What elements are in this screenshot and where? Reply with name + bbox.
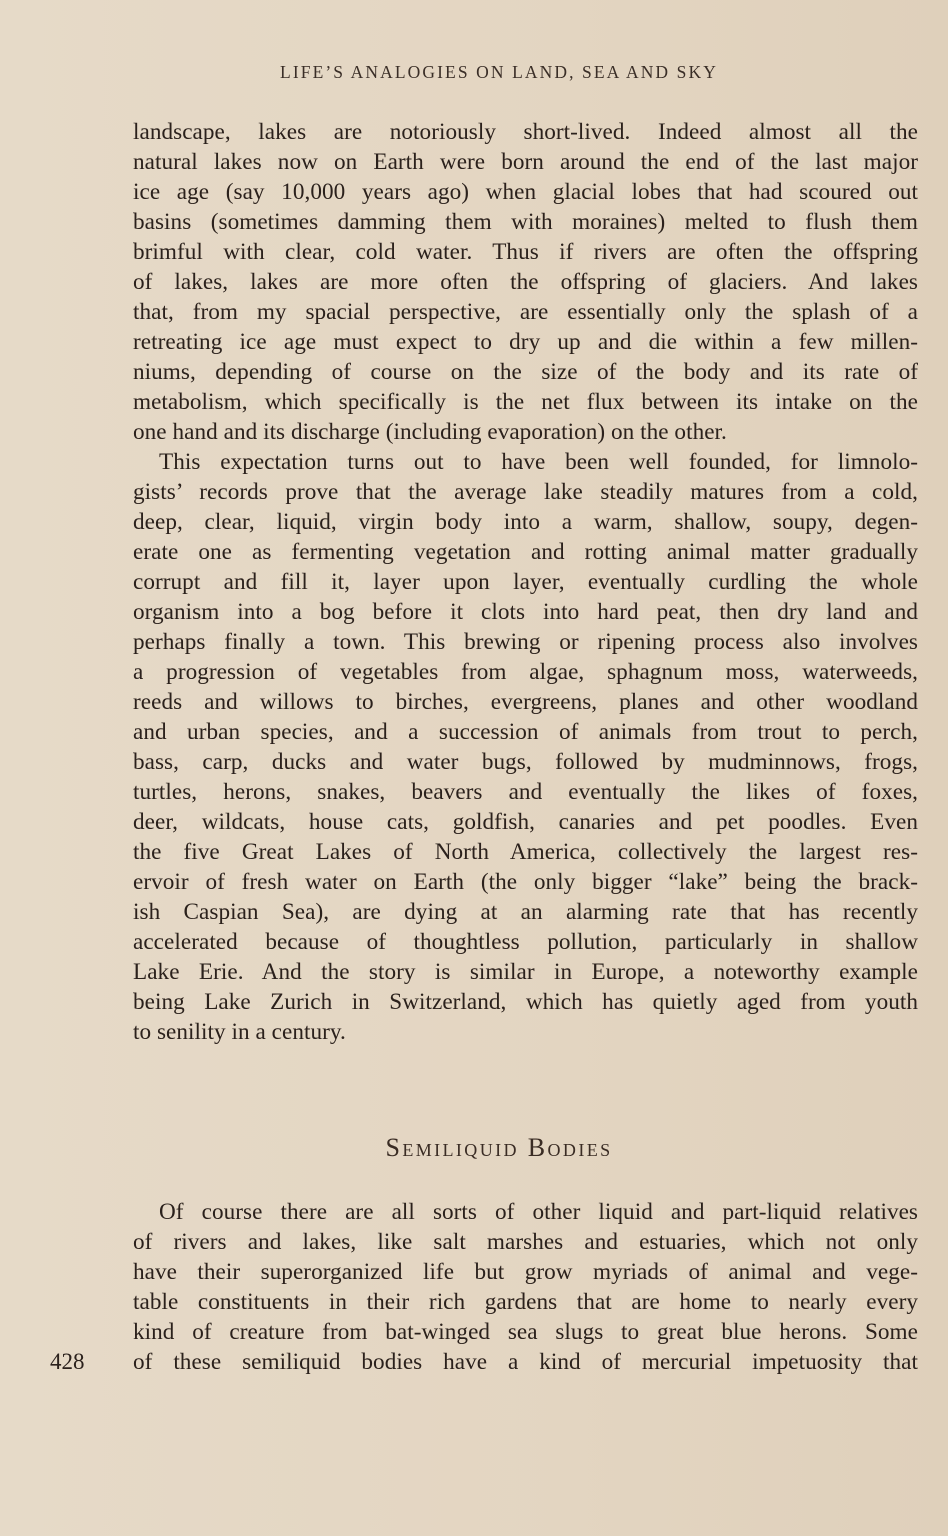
- text-line: niums, depending of course on the size of the body and its rate of: [133, 359, 918, 385]
- text-line: organism into a bog before it clots into hard peat, then dry land and: [133, 599, 918, 625]
- text-line: reeds and willows to birches, evergreens, planes and other woodland: [133, 689, 918, 715]
- text-line: table constituents in their rich gardens that are home to nearly every: [133, 1289, 918, 1315]
- paragraph-start-line: Of course there are all sorts of other liquid and part-liquid relatives: [159, 1199, 918, 1225]
- text-line: erate one as fermenting vegetation and rotting animal matter gradually: [133, 539, 918, 565]
- text-line: retreating ice age must expect to dry up and die within a few millen-: [133, 329, 918, 355]
- text-line: and urban species, and a succession of animals from trout to perch,: [133, 719, 918, 745]
- text-line: accelerated because of thoughtless pollution, particularly in shallow: [133, 929, 918, 955]
- text-line: landscape, lakes are notoriously short-lived. Indeed almost all the: [133, 119, 918, 145]
- text-line: turtles, herons, snakes, beavers and eventually the likes of foxes,: [133, 779, 918, 805]
- text-line: metabolism, which specifically is the net flux between its intake on the: [133, 389, 918, 415]
- text-line: kind of creature from bat-winged sea slugs to great blue herons. Some: [133, 1319, 918, 1345]
- page-number: 428: [50, 1349, 85, 1374]
- text-line: one hand and its discharge (including evaporation) on the other.: [133, 419, 727, 445]
- text-line: deer, wildcats, house cats, goldfish, canaries and pet poodles. Even: [133, 809, 918, 835]
- body-text-lakes: [133, 117, 918, 1047]
- text-line: ish Caspian Sea), are dying at an alarming rate that has recently: [133, 899, 918, 925]
- running-head: LIFE’S ANALOGIES ON LAND, SEA AND SKY: [280, 62, 718, 82]
- text-line: of rivers and lakes, like salt marshes and estuaries, which not only: [133, 1229, 918, 1255]
- text-line: ice age (say 10,000 years ago) when glacial lobes that had scoured out: [133, 179, 918, 205]
- text-line: a progression of vegetables from algae, sphagnum moss, waterweeds,: [133, 659, 918, 685]
- text-line: gists’ records prove that the average lake steadily matures from a cold,: [133, 479, 918, 505]
- text-line: bass, carp, ducks and water bugs, followed by mudminnows, frogs,: [133, 749, 918, 775]
- text-line: of lakes, lakes are more often the offspring of glaciers. And lakes: [133, 269, 918, 295]
- text-line: perhaps finally a town. This brewing or ripening process also involves: [133, 629, 918, 655]
- text-line: deep, clear, liquid, virgin body into a warm, shallow, soupy, degen-: [133, 509, 918, 535]
- text-line: to senility in a century.: [133, 1019, 346, 1045]
- text-line: being Lake Zurich in Switzerland, which has quietly aged from youth: [133, 989, 918, 1015]
- section-heading: Semiliquid Bodies: [385, 1133, 613, 1162]
- text-line: have their superorganized life but grow myriads of animal and vege-: [133, 1259, 918, 1285]
- text-line: corrupt and fill it, layer upon layer, eventually curdling the whole: [133, 569, 918, 595]
- text-line: basins (sometimes damming them with moraines) melted to flush them: [133, 209, 918, 235]
- text-line: Lake Erie. And the story is similar in Europe, a noteworthy example: [133, 959, 918, 985]
- text-line: brimful with clear, cold water. Thus if rivers are often the offspring: [133, 239, 918, 265]
- body-text-semiliquid: [133, 1197, 918, 1377]
- text-line: ervoir of fresh water on Earth (the only bigger “lake” being the brack-: [133, 869, 918, 895]
- text-line: of these semiliquid bodies have a kind of mercurial impetuosity that: [133, 1349, 918, 1375]
- text-line: natural lakes now on Earth were born around the end of the last major: [133, 149, 918, 175]
- paragraph-start-line: This expectation turns out to have been well founded, for limnolo-: [159, 449, 918, 475]
- text-line: that, from my spacial perspective, are essentially only the splash of a: [133, 299, 918, 325]
- text-line: the five Great Lakes of North America, collectively the largest res-: [133, 839, 918, 865]
